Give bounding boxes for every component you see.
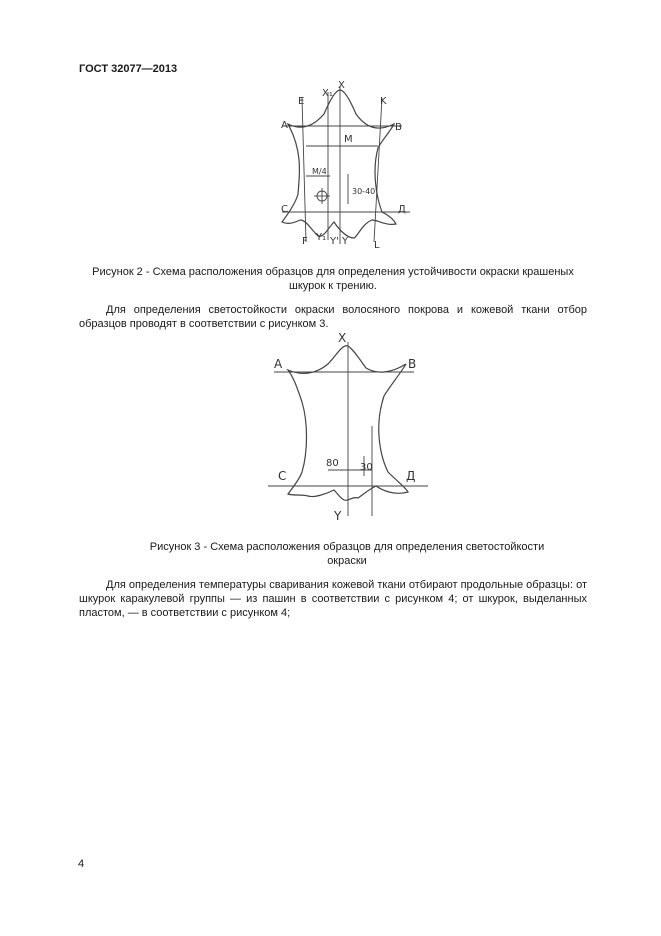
label-c: C bbox=[281, 204, 288, 215]
label-m: M bbox=[344, 134, 353, 145]
label-x: X bbox=[338, 80, 345, 91]
figure-2-caption: Рисунок 2 - Схема расположения образцов для определения устойчивости окраски крашеных шкурок к трению. bbox=[92, 266, 574, 292]
label-d: Д bbox=[398, 204, 406, 215]
label-w: 80 bbox=[326, 458, 339, 469]
label-m4: M/4 bbox=[312, 167, 327, 176]
label-h: 30 bbox=[360, 462, 373, 473]
label-x1: X₁ bbox=[322, 88, 333, 99]
label-y1a: Y₁ bbox=[316, 232, 327, 243]
page-number: 4 bbox=[78, 858, 85, 870]
standard-header: ГОСТ 32077—2013 bbox=[79, 63, 178, 75]
paragraph-lightfastness: Для определения светостойкости окраски волосяного покрова и кожевой ткани отбор образцов проводят в соответствии с рисунком 3. bbox=[79, 304, 587, 330]
label-x: X bbox=[338, 331, 347, 345]
label-f: F bbox=[302, 236, 308, 247]
label-dim: 30-40 bbox=[352, 187, 376, 196]
label-k: K bbox=[380, 96, 387, 107]
figure-3-diagram bbox=[268, 330, 428, 524]
label-c: C bbox=[278, 469, 287, 483]
label-l: L bbox=[374, 240, 380, 250]
pelt-outline bbox=[282, 90, 396, 238]
figure-3-caption: Рисунок 3 - Схема расположения образцов для определения светостойкости окраски bbox=[149, 541, 545, 567]
label-a: A bbox=[274, 357, 283, 371]
label-b: B bbox=[395, 122, 402, 133]
label-y: Y bbox=[342, 236, 349, 247]
label-d: Д bbox=[406, 469, 416, 483]
label-y: Y bbox=[334, 509, 342, 523]
paragraph-welding-temperature: Для определения температуры сваривания кожевой ткани отбирают продольные образцы: от шкурок каракулевой группы — из пашин в соответствии с рисунком 4; от шкурок, выделанных пластом, — в соответствии с рисунком 4; bbox=[79, 579, 587, 619]
label-b: B bbox=[408, 357, 417, 371]
label-a: A bbox=[281, 120, 288, 131]
figure-2-diagram bbox=[278, 78, 418, 250]
label-y1b: Y' bbox=[330, 236, 339, 247]
label-e: E bbox=[298, 96, 305, 107]
